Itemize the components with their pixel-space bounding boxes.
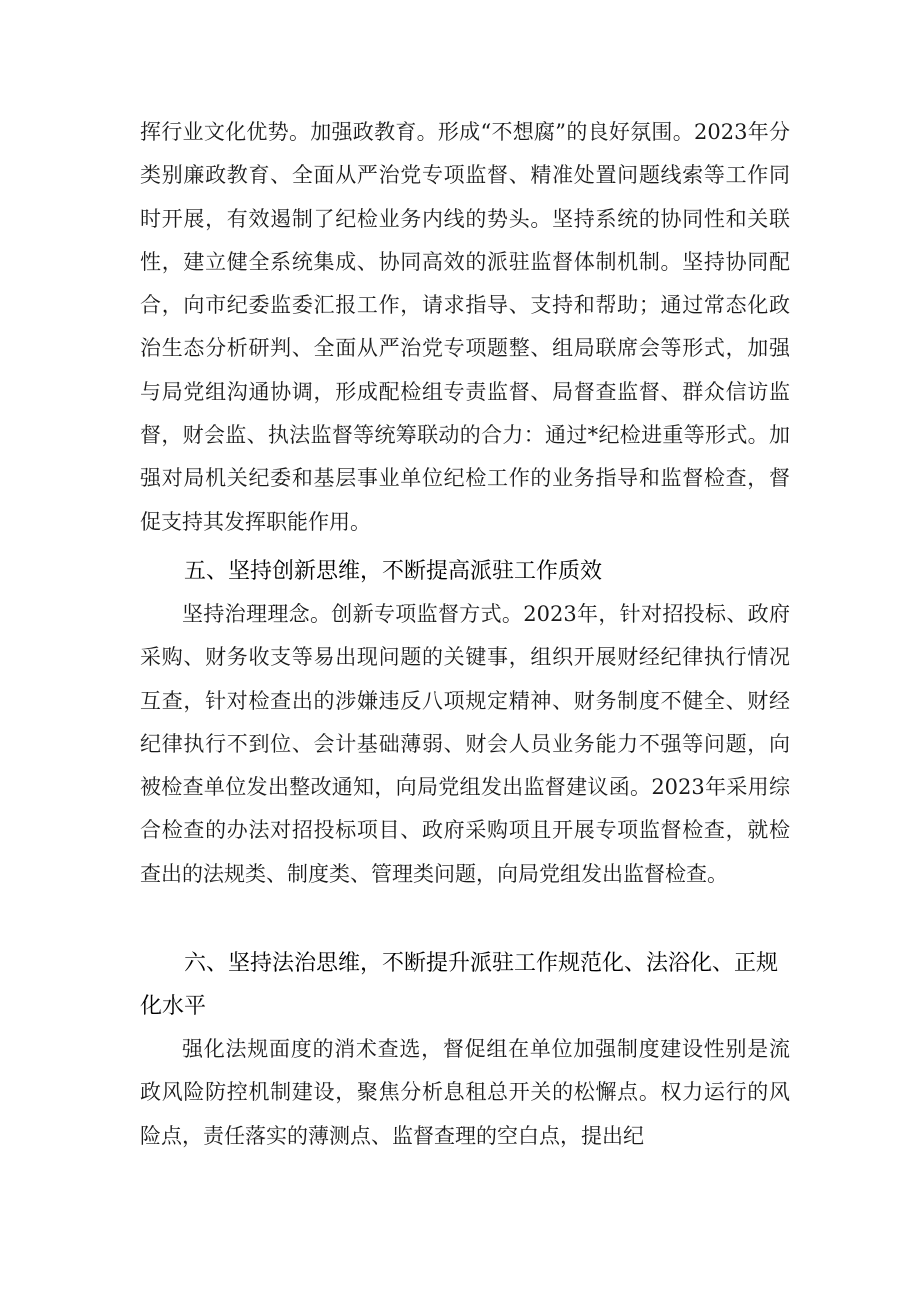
heading-6: 六、坚持法治思维，不断提升派驻工作规范化、法浴化、正规化水平 <box>140 951 779 1019</box>
paragraph-continued <box>140 111 790 544</box>
section-heading-6 <box>140 942 790 1028</box>
heading-5: 五、坚持创新思维，不断提高派驻工作质效 <box>184 559 603 584</box>
paragraph-1: 挥行业文化优势。加强政教育。形成“不想腐”的良好氛围。2023年分类别廉政教育、全面从严治党专项监督、精准处置问题线索等工作同时开展，有效遏制了纪检业务内线的势头。坚持系统的协同性和关联性，建立健全系统集成、协同高效的派驻监督体制机制。坚持协同配合，向市纪委监委汇报工作，请求指导、支持和帮助；通过常态化政治生态分析研判、全面从严治党专项题整、组局联席会等形式，加强与局党组沟通协调，形成配检组专责监督、局督查监督、群众信访监督，财会监、执法监督等统筹联动的合力：通过*纪检进重等形式。加强对局机关纪委和基层事业单位纪检工作的业务指导和监督检查，督促支持其发挥职能作用。 <box>140 120 790 534</box>
paragraph-2: 坚持治理理念。创新专项监督方式。2023年，针对招投标、政府采购、财务收支等易出现问题的关键事，组织开展财经纪律执行情况互查，针对检查出的涉嫌违反八项规定精神、财务制度不健全、财经纪律执行不到位、会计基础薄弱、财会人员业务能力不强等问题，向被检查单位发出整改通知，向局党组发出监督建议函。2023年采用综合检查的办法对招投标项目、政府采购项且开展专项监督检查，就检查出的法规类、制度类、管理类问题，向局党组发出监督检查。 <box>140 602 790 886</box>
section-heading-5 <box>140 550 790 593</box>
section-5-body <box>140 593 790 896</box>
section-6-body <box>140 1028 790 1158</box>
paragraph-3: 强化法规面度的消术查选，督促组在单位加强制度建设性别是流政风险防控机制建设，聚焦分析息租总开关的松懈点。权力运行的风险点，责任落实的薄测点、监督查理的空白点，提出纪 <box>140 1037 790 1148</box>
